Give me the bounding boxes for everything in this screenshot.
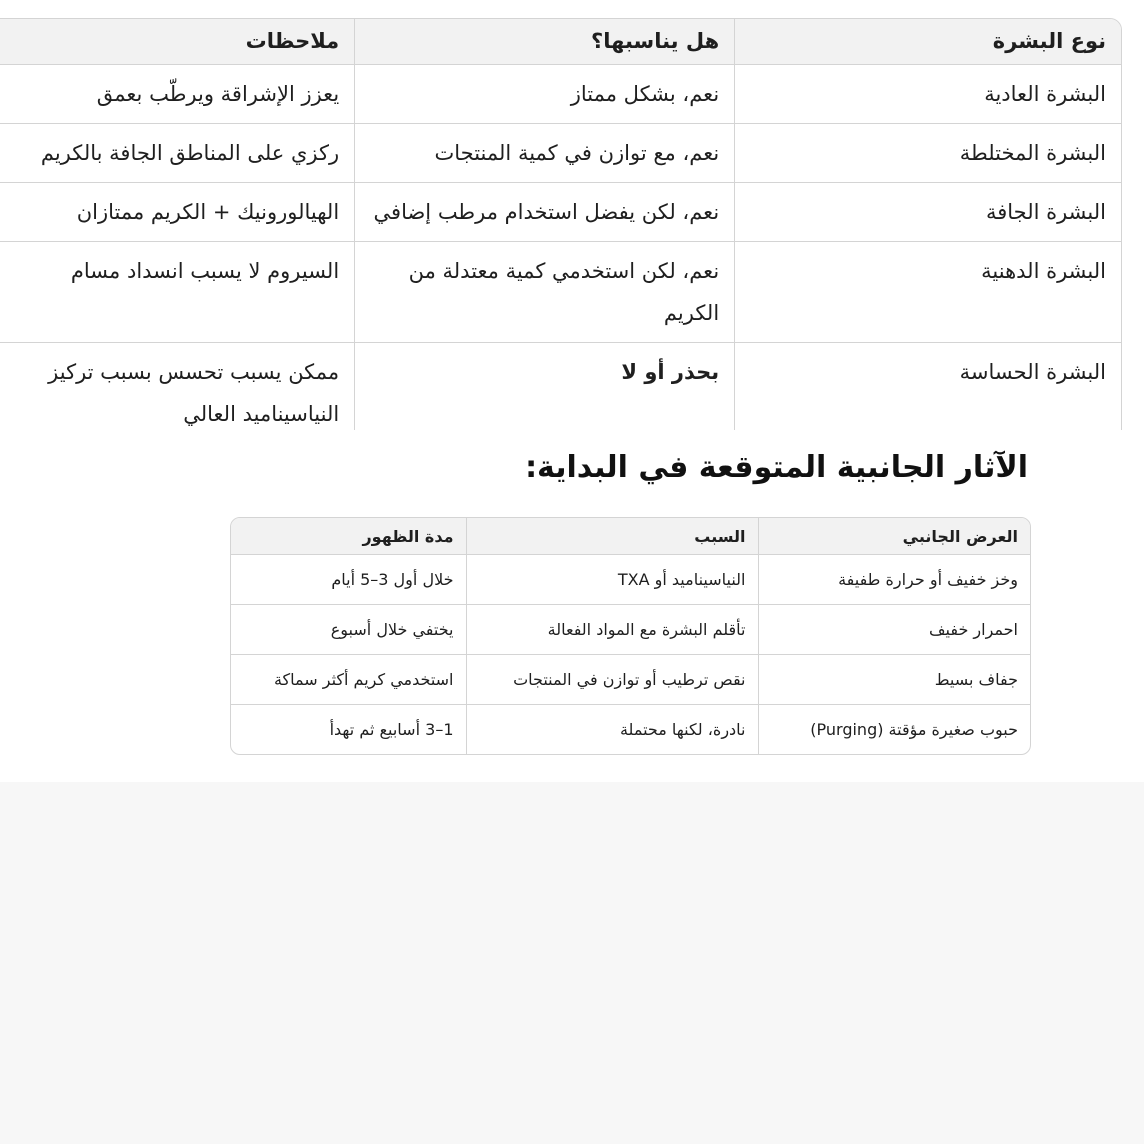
cause-cell: تأقلم البشرة مع المواد الفعالة — [466, 605, 758, 655]
table-row — [0, 343, 1121, 431]
header-suitability: هل يناسبها؟ — [355, 19, 735, 65]
symptom-cell: وخز خفيف أو حرارة طفيفة — [758, 555, 1030, 605]
header-duration: مدة الظهور — [231, 518, 466, 555]
symptom-cell: احمرار خفيف — [758, 605, 1030, 655]
note-cell: الهيالورونيك + الكريم ممتازان — [0, 183, 355, 242]
table-header-row — [231, 518, 1030, 555]
table-row — [231, 605, 1030, 655]
skin-type-panel — [0, 0, 1144, 430]
symptom-cell: حبوب صغيرة مؤقتة (Purging) — [758, 705, 1030, 755]
header-notes: ملاحظات — [0, 19, 355, 65]
suitability-cell: نعم، مع توازن في كمية المنتجات — [355, 124, 735, 183]
section-heading: الآثار الجانبية المتوقعة في البداية: — [525, 450, 1028, 485]
skin-type-cell: البشرة الحساسة — [735, 343, 1121, 431]
duration-cell: استخدمي كريم أكثر سماكة — [231, 655, 466, 705]
table-row — [0, 242, 1121, 343]
skin-type-cell: البشرة الجافة — [735, 183, 1121, 242]
note-cell: ركزي على المناطق الجافة بالكريم — [0, 124, 355, 183]
suitability-cell: نعم، بشكل ممتاز — [355, 65, 735, 124]
duration-cell: 1–3 أسابيع ثم تهدأ — [329, 720, 454, 739]
skin-type-cell: البشرة المختلطة — [735, 124, 1121, 183]
header-symptom: العرض الجانبي — [758, 518, 1030, 555]
skin-type-table — [0, 18, 1122, 430]
side-effects-table — [230, 517, 1031, 755]
table-row — [231, 555, 1030, 605]
note-cell: ممكن يسبب تحسس بسبب تركيز النياسيناميد العالي — [0, 343, 355, 431]
table-row — [0, 124, 1121, 183]
table-row — [231, 705, 1030, 755]
suitability-cell: نعم، لكن يفضل استخدام مرطب إضافي — [355, 183, 735, 242]
table-row — [0, 65, 1121, 124]
table-row — [0, 183, 1121, 242]
cause-cell: نقص ترطيب أو توازن في المنتجات — [466, 655, 758, 705]
side-effects-panel — [0, 430, 1144, 782]
suitability-cell: نعم، لكن استخدمي كمية معتدلة من الكريم — [355, 242, 735, 343]
note-cell: يعزز الإشراقة ويرطّب بعمق — [0, 65, 355, 124]
header-skin-type: نوع البشرة — [735, 19, 1121, 65]
cause-cell: النياسيناميد أو TXA — [466, 555, 758, 605]
note-cell: السيروم لا يسبب انسداد مسام — [0, 242, 355, 343]
duration-cell: خلال أول 3–5 أيام — [231, 555, 466, 605]
cause-cell: نادرة، لكنها محتملة — [466, 705, 758, 755]
skin-type-cell: البشرة العادية — [735, 65, 1121, 124]
symptom-cell: جفاف بسيط — [758, 655, 1030, 705]
table-header-row — [0, 19, 1121, 65]
table-row — [231, 655, 1030, 705]
header-cause: السبب — [466, 518, 758, 555]
duration-cell: يختفي خلال أسبوع — [231, 605, 466, 655]
suitability-cell: بحذر أو لا — [355, 343, 735, 431]
skin-type-cell: البشرة الدهنية — [735, 242, 1121, 343]
